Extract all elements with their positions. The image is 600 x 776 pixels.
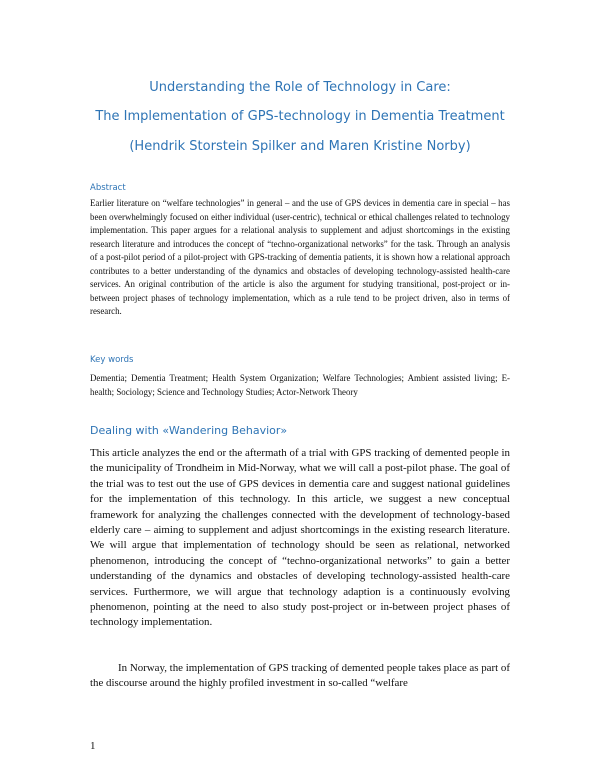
body-paragraph-1: This article analyzes the end or the aftermath of a trial with GPS tracking of demented people in the municipality of Trondheim in Mid-Norway, what we will call a post-pilot phase. The goal of the trial was to test out the use of GPS devices in dementia care and suggest national guidelines for the implementation of this technology. In this article, we suggest a new conceptual framework for analyzing the challenges connected with the development of technology-based elderly care – aiming to supplement and adjust shortcomings in the existing research literature. We will argue that implementation of technology should be seen as relational, networked phenomenon, introducing the concept of “techno-organizational networks” to gain a better understanding of the dynamics and obstacles of developing technology-assisted health-care services. Furthermore, we will argue that technology adaption is a continuously evolving phenomenon, pointing at the need to also study post-project or in-between project phases of technology implementation.: [90, 447, 510, 629]
abstract-label: Abstract: [90, 183, 126, 193]
page-number: 1: [90, 740, 96, 752]
section-heading: Dealing with «Wandering Behavior»: [90, 424, 288, 437]
paper-title-line-2: The Implementation of GPS-technology in Dementia Treatment: [95, 109, 505, 124]
paper-title-line-1: Understanding the Role of Technology in Care:: [149, 80, 451, 95]
keywords-label: Key words: [90, 355, 134, 365]
body-paragraph-2: In Norway, the implementation of GPS tracking of demented people takes place as part of the discourse around the highly profiled investment in so-called “welfare: [90, 662, 510, 690]
paper-authors: (Hendrik Storstein Spilker and Maren Kristine Norby): [129, 139, 471, 154]
keywords-text: Dementia; Dementia Treatment; Health System Organization; Welfare Technologies; Ambient assisted living; E-health; Sociology; Science and Technology Studies; Actor-Network Theory: [90, 373, 510, 397]
abstract-text: Earlier literature on “welfare technologies” in general – and the use of GPS devices in dementia care in special – has been overwhelmingly focused on either individual (user-centric), technical or ethical challenges related to technology implementation. This paper argues for a relational analysis to supplement and adjust shortcomings in the existing research literature and introduces the concept of “techno-organizational networks” for the task. Through an analysis of a post-pilot period of a pilot-project with GPS-tracking of dementia patients, it is shown how a relational approach contributes to a better understanding of the dynamics and obstacles of developing technology-assisted health-care services. An original contribution of the article is also the argument for studying transitional, post-project or in-between project phases of technology implementation, which as a rule tend to be project driven, also in terms of research.: [90, 198, 510, 316]
